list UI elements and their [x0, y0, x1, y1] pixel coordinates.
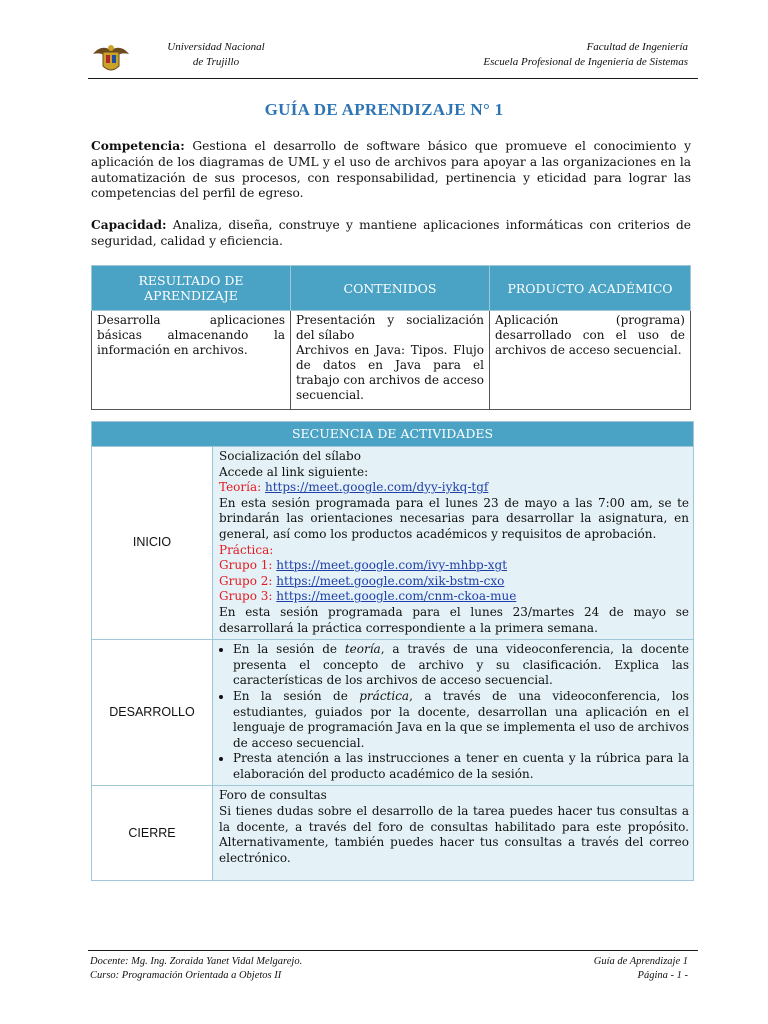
grupo-3-line: [219, 589, 689, 605]
desarrollo-row: [92, 640, 694, 786]
page-footer: [88, 950, 698, 981]
contenidos-cell: [291, 311, 490, 410]
cierre-row: [92, 786, 694, 881]
grupo-2-label: Grupo 2:: [219, 573, 273, 588]
page-header: [88, 36, 698, 79]
contenidos-item-1: Presentación y socialización del sílabo: [296, 313, 484, 342]
inicio-row: [92, 447, 694, 640]
header-contenidos: CONTENIDOS: [291, 266, 490, 311]
header-resultado: RESULTADO DE APRENDIZAJE: [92, 266, 291, 311]
desarrollo-label: DESARROLLO: [92, 640, 213, 786]
inicio-line-1: Socialización del sílabo: [219, 449, 361, 463]
resultado-cell: Desarrolla aplicaciones básicas almacenando la información en archivos.: [92, 311, 291, 410]
bullet-1-post: , a través de una videoconferencia, la docente presenta el concepto de archivo y su clasificación. Explica las características de los archivos de acceso secuencial.: [233, 642, 690, 688]
grupo-2-link[interactable]: https://meet.google.com/xik-bstm-cxo: [276, 573, 505, 588]
competencia-label: Competencia:: [91, 139, 185, 153]
bullet-2-post: , a través de una videoconferencia, los estudiantes, guiados por la docente, desarrollan una aplicación en el lenguaje de programación Java en la que se implementa el uso de archivos de acceso secuencial.: [233, 688, 689, 750]
capacidad-label: Capacidad:: [91, 218, 167, 232]
bullet-1-pre: En la sesión de: [233, 642, 345, 657]
header-producto: PRODUCTO ACADÉMICO: [490, 266, 691, 311]
table-header-row: [92, 266, 691, 311]
cierre-content: [213, 786, 694, 881]
cierre-line-1: Foro de consultas: [219, 788, 327, 803]
grupo-2-line: [219, 574, 689, 590]
cierre-label: CIERRE: [92, 786, 213, 881]
inicio-content: [213, 447, 694, 640]
teoria-line: [219, 480, 689, 496]
competencia-text: Gestiona el desarrollo de software básico que promueve el conocimiento y aplicación de los diagramas de UML y el uso de archivos para apoyar a las organizaciones en la automatización de sus procesos, con responsabilidad, pertinencia y eticidad para lograr las competencias del perfil de egreso.: [91, 139, 691, 201]
session-description-1: En esta sesión programada para el lunes 23 de mayo a las 7:00 am, se te brindarán las orientaciones necesarias para desarrollar la asignatura, en general, así como los productos académicos y requisitos de aprobación.: [219, 495, 689, 541]
sequence-title: SECUENCIA DE ACTIVIDADES: [92, 422, 694, 447]
faculty-line-1: Facultad de Ingeniería: [586, 41, 688, 53]
inicio-label: INICIO: [92, 447, 213, 640]
university-crest-icon: [91, 40, 131, 76]
session-description-2: En esta sesión programada para el lunes 23/martes 24 de mayo se desarrollará la práctica correspondiente a la primera semana.: [219, 604, 689, 635]
university-line-2: de Trujillo: [192, 56, 240, 68]
list-item: • Presta atención a las instrucciones a tener en cuenta y la rúbrica para la elaboración del producto académico de la sesión.: [233, 751, 689, 782]
capacidad-text: Analiza, diseña, construye y mantiene aplicaciones informáticas con criterios de seguridad, calidad y eficiencia.: [91, 218, 691, 248]
teoria-label: Teoría:: [219, 480, 262, 495]
desarrollo-content: [213, 640, 694, 786]
footer-pagina: Página - 1 -: [637, 970, 688, 981]
grupo-1-label: Grupo 1:: [219, 558, 273, 573]
bullet-2-pre: En la sesión de: [233, 688, 360, 703]
grupo-1-link[interactable]: https://meet.google.com/ivy-mhbp-xgt: [276, 558, 508, 573]
teoria-link[interactable]: https://meet.google.com/dyy-iykq-tgf: [265, 480, 489, 495]
faculty-line-2: Escuela Profesional de Ingeniería de Sistemas: [483, 56, 688, 68]
grupo-3-link[interactable]: https://meet.google.com/cnm-ckoa-mue: [276, 589, 517, 604]
competencia-paragraph: [91, 139, 691, 202]
capacidad-paragraph: [91, 218, 691, 250]
university-line-1: Universidad Nacional: [167, 41, 265, 53]
footer-guia: Guía de Aprendizaje 1: [593, 956, 688, 967]
footer-right: [488, 955, 688, 983]
activities-sequence-table: [91, 421, 694, 881]
university-name: [146, 40, 286, 70]
bullet-2-em: práctica: [359, 688, 410, 703]
learning-outcomes-table: [91, 265, 691, 410]
table-row: [92, 311, 691, 410]
page-title: GUÍA DE APRENDIZAJE N° 1: [264, 100, 504, 119]
sequence-title-row: [92, 422, 694, 447]
list-item: [233, 642, 689, 689]
grupo-3-label: Grupo 3:: [219, 589, 273, 604]
footer-left: [90, 955, 440, 983]
desarrollo-bullet-list: [219, 642, 689, 782]
inicio-line-2: Accede al link siguiente:: [219, 464, 369, 479]
grupo-1-line: [219, 558, 689, 574]
practica-label: Práctica:: [219, 542, 274, 557]
cierre-text: Si tienes dudas sobre el desarrollo de la tarea puedes hacer tus consultas a la docente, a través del foro de consultas habilitado para este propósito. Alternativamente, también puedes hacer tus consultas a través del correo electrónico.: [219, 804, 689, 865]
footer-curso: Curso: Programación Orientada a Objetos II: [90, 970, 282, 981]
footer-docente: Docente: Mg. Ing. Zoraida Yanet Vidal Melgarejo.: [90, 956, 303, 967]
bullet-1-em: teoría: [344, 642, 381, 657]
faculty-name: [388, 40, 688, 70]
producto-cell: Aplicación (programa) desarrollado con el uso de archivos de acceso secuencial.: [490, 311, 691, 410]
list-item: [233, 689, 689, 751]
contenidos-item-2: Archivos en Java: Tipos. Flujo de datos en Java para el trabajo con archivos de acceso secuencial.: [296, 343, 484, 402]
